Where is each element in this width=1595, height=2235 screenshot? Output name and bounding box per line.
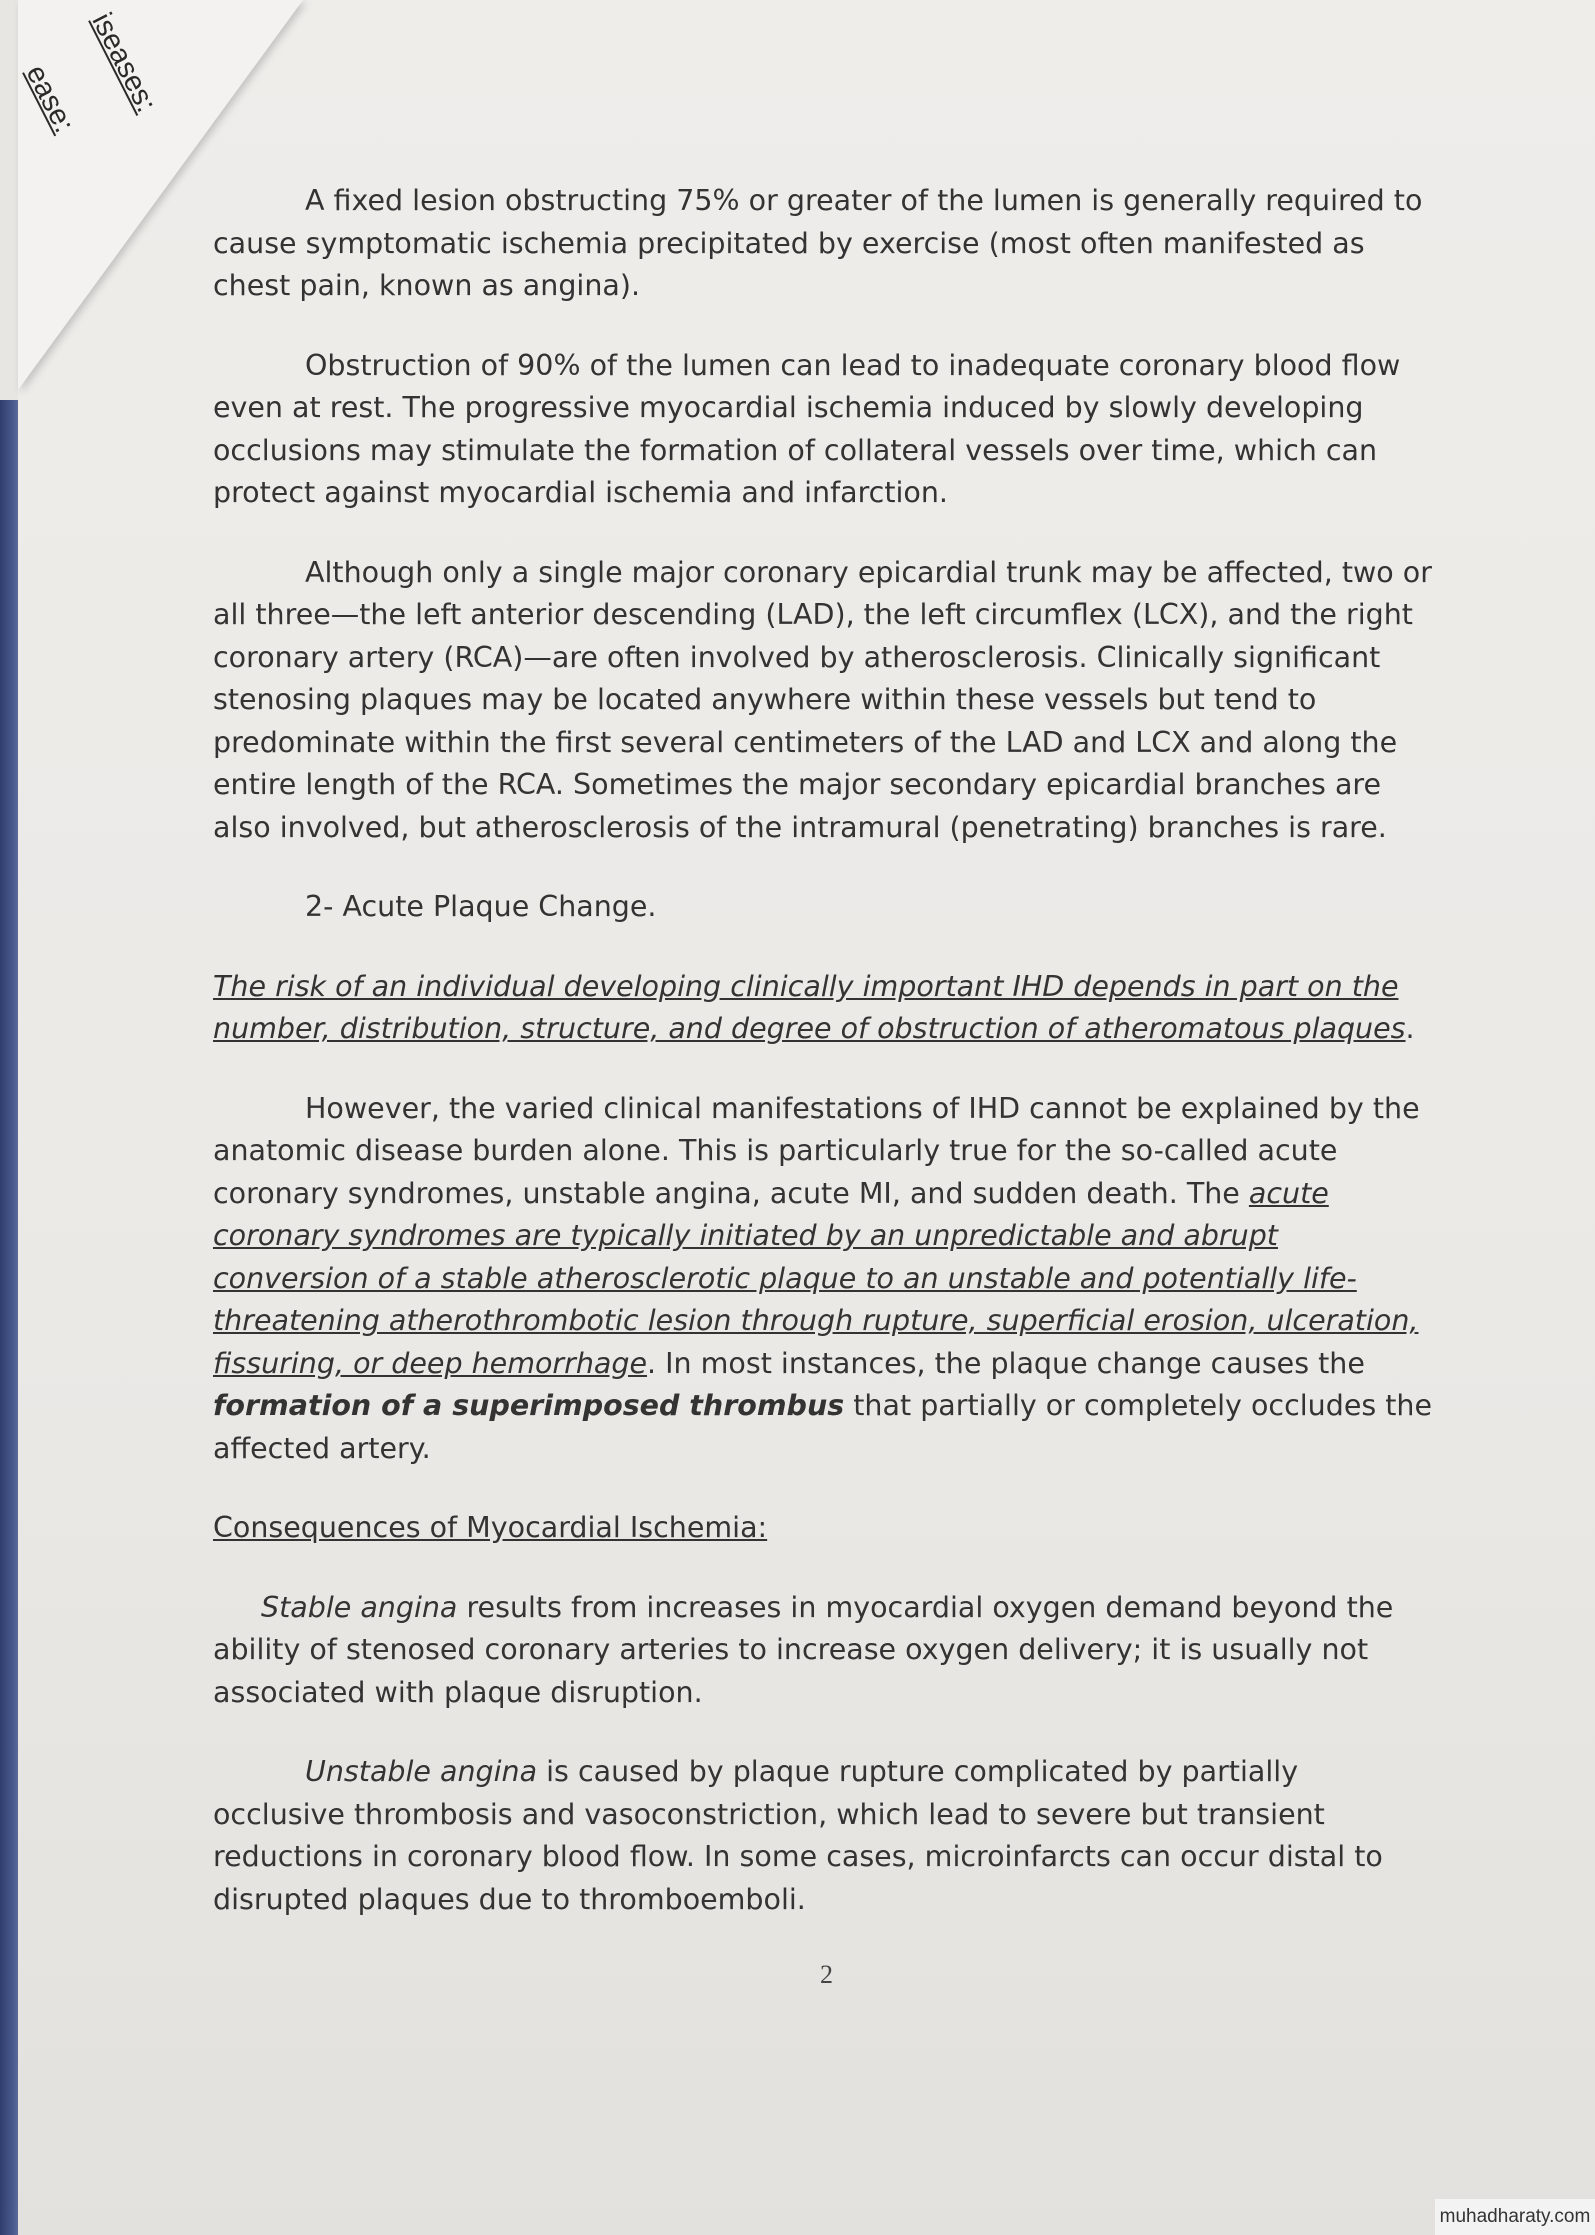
p5-underlined: acute coronary syndromes are typically initiated by an unpredictable and abrupt conversion of a stable atherosclerotic plaque to an unstable and potentially life-threatening atherothrombotic lesion through rupture, superficial erosion, ulceration, fissuring, or deep hemorrhage bbox=[213, 1176, 1419, 1380]
paragraph-fixed-lesion: A fixed lesion obstructing 75% or greater of the lumen is generally required to cause symptomatic ischemia precipitated by exercise (most often manifested as chest pain, known as angina). bbox=[213, 184, 1423, 302]
paragraph-coronary-trunks: Although only a single major coronary epicardial trunk may be affected, two or all three—the left anterior descending (LAD), the left circumflex (LCX), and the right coronary artery (RCA)—are often involved by atherosclerosis. Clinically significant stenosing plaques may be located anywhere within these vessels but tend to predominate within the first several centimeters of the LAD and LCX and along the entire length of the RCA. Sometimes the major secondary epicardial branches are also involved, but atherosclerosis of the intramural (penetrating) branches is rare. bbox=[213, 555, 1432, 844]
p5-mid: . In most instances, the plaque change causes the bbox=[647, 1346, 1365, 1380]
p5-start: However, the varied clinical manifestations of IHD cannot be explained by the anatomic disease burden alone. This is particularly true for the so-called acute coronary syndromes, unstable angina, acute MI, and sudden death. The bbox=[213, 1091, 1420, 1210]
heading-consequences: Consequences of Myocardial Ischemia: bbox=[213, 1511, 768, 1544]
risk-period: . bbox=[1405, 1012, 1415, 1045]
watermark: muhadharaty.com bbox=[1435, 2199, 1595, 2235]
paragraph-clinical-manifestations bbox=[213, 1088, 1438, 1471]
paragraph-obstruction: Obstruction of 90% of the lumen can lead to inadequate coronary blood flow even at rest. The progressive myocardial ischemia induced by slowly developing occlusions may stimulate the formation of collateral vessels over time, which can protect against myocardial ischemia and infarction. bbox=[213, 348, 1401, 509]
stable-angina-text: results from increases in myocardial oxygen demand beyond the ability of stenosed coronary arteries to increase oxygen delivery; it is usually not associated with plaque disruption. bbox=[213, 1590, 1394, 1709]
unstable-angina-term: Unstable angina bbox=[305, 1755, 538, 1788]
fold-text-1: iseases: bbox=[85, 8, 163, 118]
paragraph-stable-angina bbox=[213, 1587, 1438, 1715]
document-body bbox=[213, 180, 1438, 1958]
stable-angina-term: Stable angina bbox=[261, 1590, 458, 1624]
p5-bold: formation of a superimposed thrombus bbox=[213, 1389, 845, 1422]
page-number: 2 bbox=[820, 1960, 833, 1989]
paragraph-risk bbox=[213, 966, 1438, 1051]
section-item-acute-plaque-change: 2- Acute Plaque Change. bbox=[305, 890, 657, 923]
paragraph-unstable-angina bbox=[213, 1751, 1438, 1921]
p5-end: that partially or completely occludes the affected artery. bbox=[213, 1389, 1433, 1465]
unstable-angina-text: is caused by plaque rupture complicated by partially occlusive thrombosis and vasoconstriction, which lead to severe but transient reductions in coronary blood flow. In some cases, microinfarcts can occur distal to disrupted plaques due to thromboemboli. bbox=[213, 1755, 1383, 1916]
fold-text-2: ease: bbox=[19, 60, 81, 138]
risk-underlined-text: The risk of an individual developing clinically important IHD depends in part on the number, distribution, structure, and degree of obstruction of atheromatous plaques bbox=[213, 969, 1406, 1045]
